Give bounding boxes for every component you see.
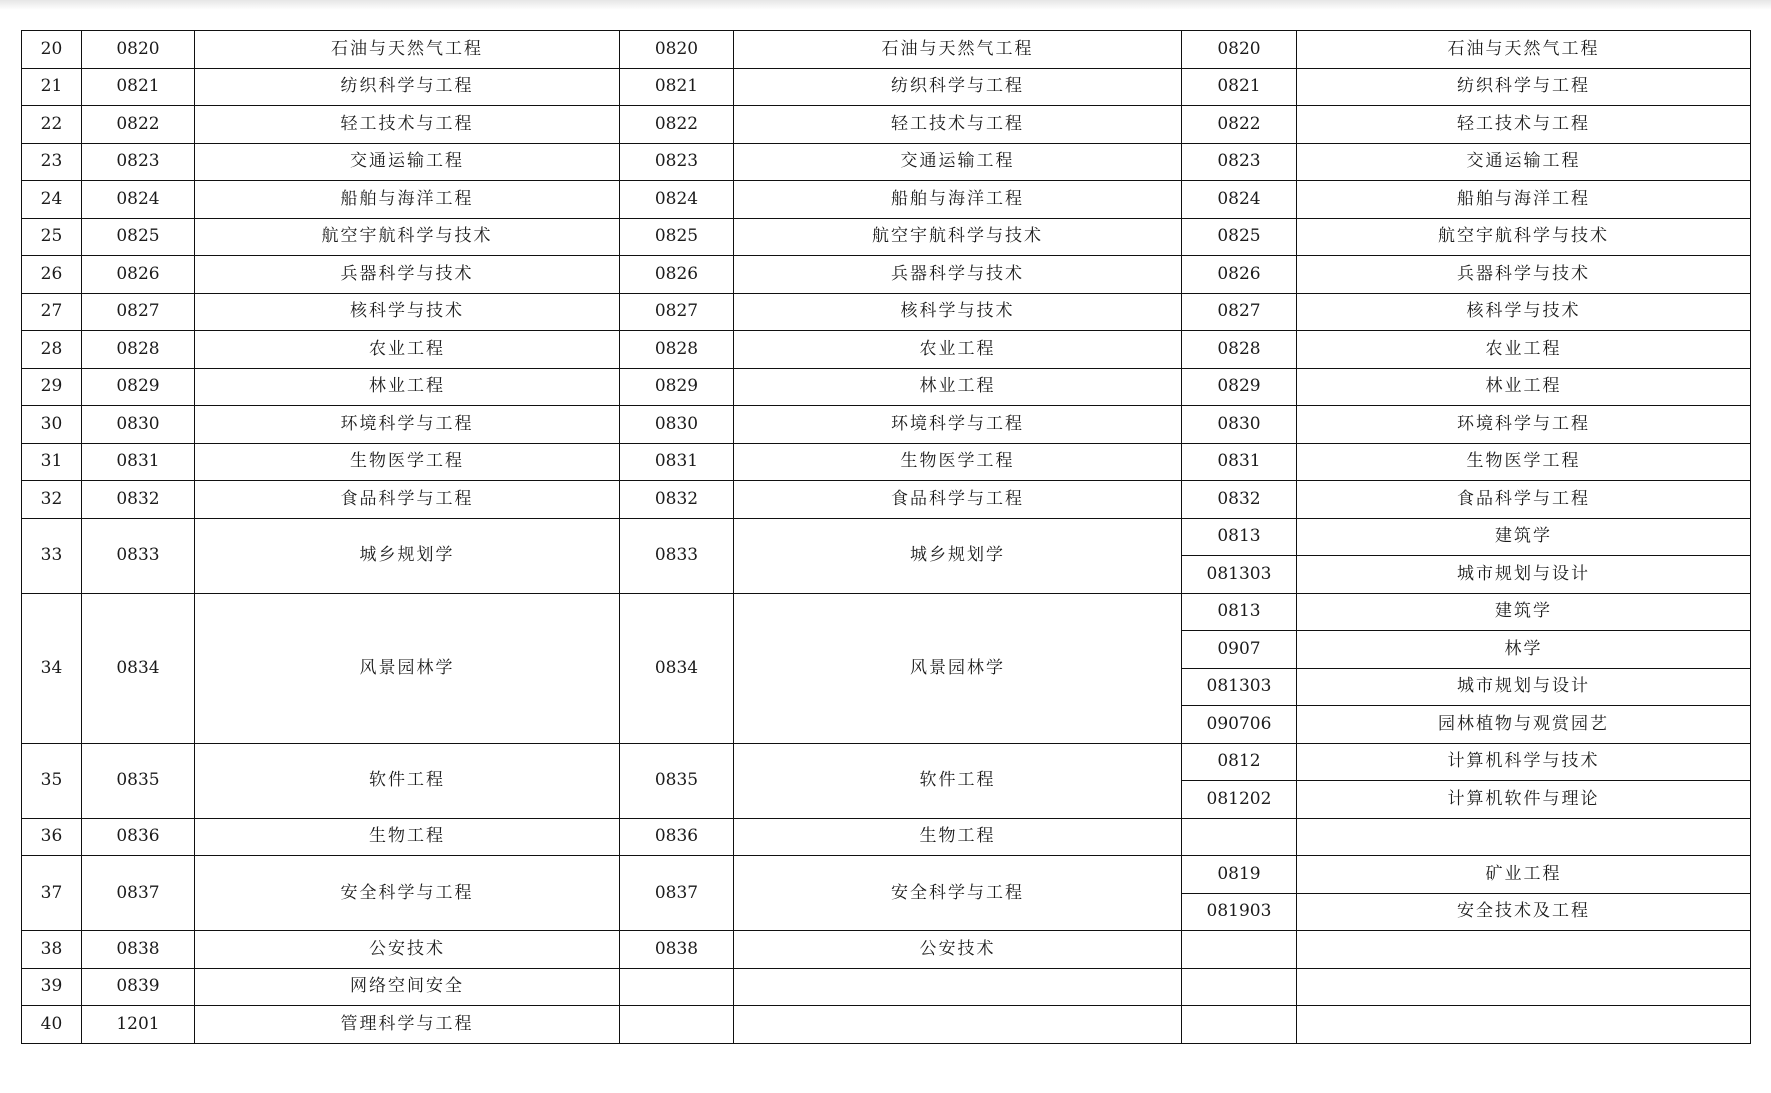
- discipline-name-cell: 航空宇航科学与技术: [734, 218, 1182, 256]
- row-number: 35: [22, 743, 82, 818]
- discipline-name-cell: 航空宇航科学与技术: [195, 218, 620, 256]
- row-number: 34: [22, 593, 82, 743]
- discipline-name-cell: 交通运输工程: [734, 143, 1182, 181]
- sub-code-cell: 0813: [1182, 593, 1297, 631]
- table-row: [22, 1006, 1751, 1044]
- code-cell: 1201: [82, 1006, 195, 1044]
- discipline-name-cell: 公安技术: [195, 931, 620, 969]
- code-cell: 0827: [620, 293, 734, 331]
- row-number: 32: [22, 481, 82, 519]
- discipline-name-cell: 生物医学工程: [195, 443, 620, 481]
- code-cell: 0823: [82, 143, 195, 181]
- code-cell: 0835: [620, 743, 734, 818]
- discipline-name-cell: 兵器科学与技术: [195, 256, 620, 294]
- discipline-name-cell: 林业工程: [195, 368, 620, 406]
- discipline-name-cell: 生物医学工程: [734, 443, 1182, 481]
- code-cell: 0832: [82, 481, 195, 519]
- discipline-name-cell: 农业工程: [195, 331, 620, 369]
- code-cell: 0824: [82, 181, 195, 219]
- row-number: 25: [22, 218, 82, 256]
- sub-discipline-name-cell: 兵器科学与技术: [1297, 256, 1751, 294]
- table-row: [22, 331, 1751, 369]
- discipline-name-cell: 轻工技术与工程: [734, 106, 1182, 144]
- row-number: 22: [22, 106, 82, 144]
- sub-code-cell: 0825: [1182, 218, 1297, 256]
- table-row: [22, 481, 1751, 519]
- sub-discipline-name-cell: 建筑学: [1297, 593, 1751, 631]
- code-cell: 0826: [620, 256, 734, 294]
- row-number: 31: [22, 443, 82, 481]
- sub-code-cell: 0824: [1182, 181, 1297, 219]
- sub-code-cell: 0820: [1182, 31, 1297, 69]
- table-row: [22, 443, 1751, 481]
- sub-code-cell: 081202: [1182, 781, 1297, 819]
- sub-code-cell: 0832: [1182, 481, 1297, 519]
- row-number: 20: [22, 31, 82, 69]
- code-cell: 0834: [82, 593, 195, 743]
- sub-code-cell: 081303: [1182, 556, 1297, 594]
- sub-discipline-name-cell: 交通运输工程: [1297, 143, 1751, 181]
- code-cell: 0831: [82, 443, 195, 481]
- sub-code-cell: 0823: [1182, 143, 1297, 181]
- discipline-name-cell: 交通运输工程: [195, 143, 620, 181]
- sub-discipline-name-cell: 石油与天然气工程: [1297, 31, 1751, 69]
- discipline-name-cell: 食品科学与工程: [734, 481, 1182, 519]
- code-cell: 0824: [620, 181, 734, 219]
- discipline-name-cell: 软件工程: [734, 743, 1182, 818]
- sub-discipline-name-cell: 核科学与技术: [1297, 293, 1751, 331]
- row-number: 26: [22, 256, 82, 294]
- code-cell: 0821: [82, 68, 195, 106]
- table-row: [22, 968, 1751, 1006]
- sub-code-cell: 0822: [1182, 106, 1297, 144]
- discipline-name-cell: 核科学与技术: [195, 293, 620, 331]
- discipline-name-cell: 农业工程: [734, 331, 1182, 369]
- code-cell: 0822: [82, 106, 195, 144]
- table-row: [22, 106, 1751, 144]
- sub-code-cell: 0819: [1182, 856, 1297, 894]
- discipline-name-cell: 纺织科学与工程: [734, 68, 1182, 106]
- discipline-name-cell: [734, 1006, 1182, 1044]
- sub-discipline-name-cell: [1297, 1006, 1751, 1044]
- discipline-name-cell: 船舶与海洋工程: [734, 181, 1182, 219]
- row-number: 27: [22, 293, 82, 331]
- table-row: [22, 593, 1751, 631]
- sub-code-cell: 090706: [1182, 706, 1297, 744]
- code-cell: 0822: [620, 106, 734, 144]
- sub-discipline-name-cell: 城市规划与设计: [1297, 556, 1751, 594]
- code-cell: 0833: [82, 518, 195, 593]
- sub-code-cell: 0830: [1182, 406, 1297, 444]
- table-row: [22, 68, 1751, 106]
- table-row: [22, 368, 1751, 406]
- discipline-name-cell: 网络空间安全: [195, 968, 620, 1006]
- discipline-name-cell: 石油与天然气工程: [195, 31, 620, 69]
- code-cell: 0831: [620, 443, 734, 481]
- discipline-name-cell: 轻工技术与工程: [195, 106, 620, 144]
- sub-discipline-name-cell: 食品科学与工程: [1297, 481, 1751, 519]
- code-cell: 0826: [82, 256, 195, 294]
- sub-discipline-name-cell: [1297, 818, 1751, 856]
- code-cell: 0836: [82, 818, 195, 856]
- discipline-name-cell: 公安技术: [734, 931, 1182, 969]
- discipline-name-cell: 环境科学与工程: [195, 406, 620, 444]
- table-row: [22, 31, 1751, 69]
- code-cell: 0829: [82, 368, 195, 406]
- discipline-name-cell: 核科学与技术: [734, 293, 1182, 331]
- sub-code-cell: 081303: [1182, 668, 1297, 706]
- row-number: 36: [22, 818, 82, 856]
- sub-discipline-name-cell: 林业工程: [1297, 368, 1751, 406]
- discipline-name-cell: 城乡规划学: [734, 518, 1182, 593]
- row-number: 40: [22, 1006, 82, 1044]
- sub-code-cell: [1182, 818, 1297, 856]
- table-row: [22, 931, 1751, 969]
- code-cell: 0836: [620, 818, 734, 856]
- code-cell: [620, 968, 734, 1006]
- code-cell: 0821: [620, 68, 734, 106]
- discipline-name-cell: 生物工程: [195, 818, 620, 856]
- row-number: 28: [22, 331, 82, 369]
- code-cell: 0838: [82, 931, 195, 969]
- code-cell: [620, 1006, 734, 1044]
- sub-discipline-name-cell: [1297, 968, 1751, 1006]
- discipline-name-cell: 生物工程: [734, 818, 1182, 856]
- code-cell: 0837: [82, 856, 195, 931]
- code-cell: 0827: [82, 293, 195, 331]
- sub-code-cell: 0831: [1182, 443, 1297, 481]
- table-row: [22, 293, 1751, 331]
- row-number: 21: [22, 68, 82, 106]
- sub-code-cell: 0813: [1182, 518, 1297, 556]
- row-number: 29: [22, 368, 82, 406]
- sub-code-cell: 0829: [1182, 368, 1297, 406]
- discipline-name-cell: 林业工程: [734, 368, 1182, 406]
- sub-discipline-name-cell: 计算机科学与技术: [1297, 743, 1751, 781]
- discipline-name-cell: 软件工程: [195, 743, 620, 818]
- sub-discipline-name-cell: 轻工技术与工程: [1297, 106, 1751, 144]
- sub-code-cell: 0821: [1182, 68, 1297, 106]
- table-row: [22, 406, 1751, 444]
- code-cell: 0828: [82, 331, 195, 369]
- row-number: 39: [22, 968, 82, 1006]
- discipline-name-cell: [734, 968, 1182, 1006]
- code-cell: 0832: [620, 481, 734, 519]
- sub-discipline-name-cell: 城市规划与设计: [1297, 668, 1751, 706]
- table-body: [22, 31, 1751, 1044]
- table-row: [22, 743, 1751, 781]
- sub-discipline-name-cell: 航空宇航科学与技术: [1297, 218, 1751, 256]
- code-cell: 0823: [620, 143, 734, 181]
- code-cell: 0825: [82, 218, 195, 256]
- row-number: 37: [22, 856, 82, 931]
- sub-code-cell: [1182, 968, 1297, 1006]
- row-number: 30: [22, 406, 82, 444]
- table-row: [22, 518, 1751, 556]
- discipline-name-cell: 环境科学与工程: [734, 406, 1182, 444]
- table-row: [22, 856, 1751, 894]
- sub-code-cell: 0812: [1182, 743, 1297, 781]
- discipline-mapping-table: [21, 30, 1751, 1044]
- code-cell: 0828: [620, 331, 734, 369]
- code-cell: 0838: [620, 931, 734, 969]
- sub-discipline-name-cell: 船舶与海洋工程: [1297, 181, 1751, 219]
- discipline-name-cell: 石油与天然气工程: [734, 31, 1182, 69]
- code-cell: 0839: [82, 968, 195, 1006]
- sub-discipline-name-cell: 园林植物与观赏园艺: [1297, 706, 1751, 744]
- sub-discipline-name-cell: 环境科学与工程: [1297, 406, 1751, 444]
- sub-discipline-name-cell: 农业工程: [1297, 331, 1751, 369]
- table-row: [22, 181, 1751, 219]
- code-cell: 0834: [620, 593, 734, 743]
- code-cell: 0837: [620, 856, 734, 931]
- table-row: [22, 256, 1751, 294]
- sub-discipline-name-cell: 纺织科学与工程: [1297, 68, 1751, 106]
- code-cell: 0825: [620, 218, 734, 256]
- sub-code-cell: 0828: [1182, 331, 1297, 369]
- sub-discipline-name-cell: 林学: [1297, 631, 1751, 669]
- sub-discipline-name-cell: 建筑学: [1297, 518, 1751, 556]
- sub-code-cell: 0907: [1182, 631, 1297, 669]
- discipline-name-cell: 风景园林学: [195, 593, 620, 743]
- table-row: [22, 143, 1751, 181]
- row-number: 38: [22, 931, 82, 969]
- discipline-name-cell: 城乡规划学: [195, 518, 620, 593]
- table-row: [22, 818, 1751, 856]
- discipline-name-cell: 安全科学与工程: [195, 856, 620, 931]
- sub-discipline-name-cell: 计算机软件与理论: [1297, 781, 1751, 819]
- row-number: 23: [22, 143, 82, 181]
- sub-code-cell: 081903: [1182, 893, 1297, 931]
- code-cell: 0833: [620, 518, 734, 593]
- sub-code-cell: [1182, 1006, 1297, 1044]
- code-cell: 0835: [82, 743, 195, 818]
- discipline-name-cell: 船舶与海洋工程: [195, 181, 620, 219]
- table-row: [22, 218, 1751, 256]
- code-cell: 0820: [620, 31, 734, 69]
- sub-code-cell: 0826: [1182, 256, 1297, 294]
- sub-discipline-name-cell: [1297, 931, 1751, 969]
- sub-discipline-name-cell: 矿业工程: [1297, 856, 1751, 894]
- sub-code-cell: [1182, 931, 1297, 969]
- page-top-edge: [0, 0, 1771, 10]
- discipline-name-cell: 管理科学与工程: [195, 1006, 620, 1044]
- row-number: 33: [22, 518, 82, 593]
- code-cell: 0830: [82, 406, 195, 444]
- sub-code-cell: 0827: [1182, 293, 1297, 331]
- code-cell: 0829: [620, 368, 734, 406]
- code-cell: 0820: [82, 31, 195, 69]
- row-number: 24: [22, 181, 82, 219]
- sub-discipline-name-cell: 安全技术及工程: [1297, 893, 1751, 931]
- discipline-name-cell: 食品科学与工程: [195, 481, 620, 519]
- sub-discipline-name-cell: 生物医学工程: [1297, 443, 1751, 481]
- code-cell: 0830: [620, 406, 734, 444]
- discipline-name-cell: 风景园林学: [734, 593, 1182, 743]
- discipline-name-cell: 安全科学与工程: [734, 856, 1182, 931]
- discipline-name-cell: 兵器科学与技术: [734, 256, 1182, 294]
- discipline-name-cell: 纺织科学与工程: [195, 68, 620, 106]
